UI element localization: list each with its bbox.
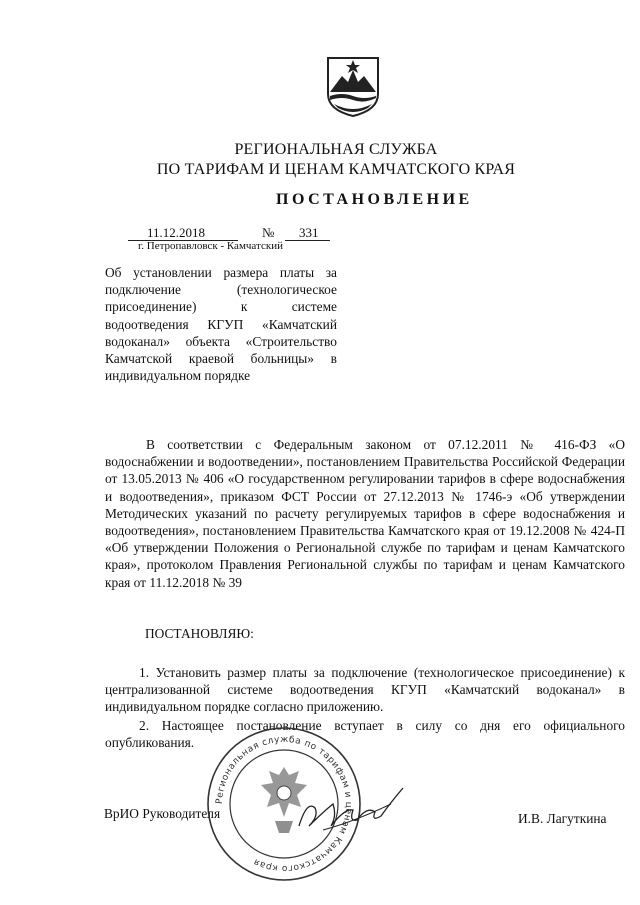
handwritten-signature <box>293 782 408 840</box>
document-subject: Об установлении размера платы за подключение (технологическое присоединение) к системе водоотведения КГУП «Камчатский водоканал» объекта «Строительство Камчатской краевой больницы» в индивидуальном порядке <box>105 265 337 384</box>
signatory-position: ВрИО Руководителя <box>104 806 221 821</box>
city-label: г. Петропавловск - Камчатский <box>138 240 283 252</box>
agency-name-line1: РЕГИОНАЛЬНАЯ СЛУЖБА <box>234 141 438 158</box>
document-date: 11.12.2018 <box>147 225 206 240</box>
decree-item-1: 1. Установить размер платы за подключение (технологическое присоединение) к централизованной системе водоотведения КГУП «Камчатский водоканал» в индивидуальном порядке согласно приложению. <box>105 665 625 715</box>
decree-item-2: 2. Настоящее постановление вступает в силу со дня его официального опубликования. <box>105 718 625 751</box>
seal-text: Региональная служба по тарифам и ценам Камчатского края <box>214 734 354 874</box>
coat-of-arms-emblem <box>324 54 382 118</box>
document-type-heading: ПОСТАНОВЛЕНИЕ <box>276 191 473 208</box>
agency-name-line2: ПО ТАРИФАМ И ЦЕНАМ КАМЧАТСКОГО КРАЯ <box>156 161 516 178</box>
preamble-paragraph: В соответствии с Федеральным законом от 07.12.2011 № 416-ФЗ «О водоснабжении и водоотведении», постановлением Правительства Российской Федерации от 13.05.2013 № 406 «О государственном регулировании тарифов в сфере водоснабжения и водоотведения», приказом ФСТ России от 27.12.2013 № 1746-э «Об утверждении Методических указаний по расчету регулируемых тарифов в сфере водоснабжения и водоотведения», постановлением Правительства Камчатского края от 19.12.2008 № 424-П «Об утверждении Положения о Региональной службе по тарифам и ценам Камчатского края», протоколом Правления Региональной службы по тарифам и ценам Камчатского края от 11.12.2018 № 39 <box>105 437 625 590</box>
number-sign: № <box>262 225 275 240</box>
signatory-name: И.В. Лагуткина <box>518 811 607 826</box>
decree-word: ПОСТАНОВЛЯЮ: <box>145 626 254 641</box>
document-number: 331 <box>299 225 319 240</box>
number-underline <box>285 240 330 241</box>
